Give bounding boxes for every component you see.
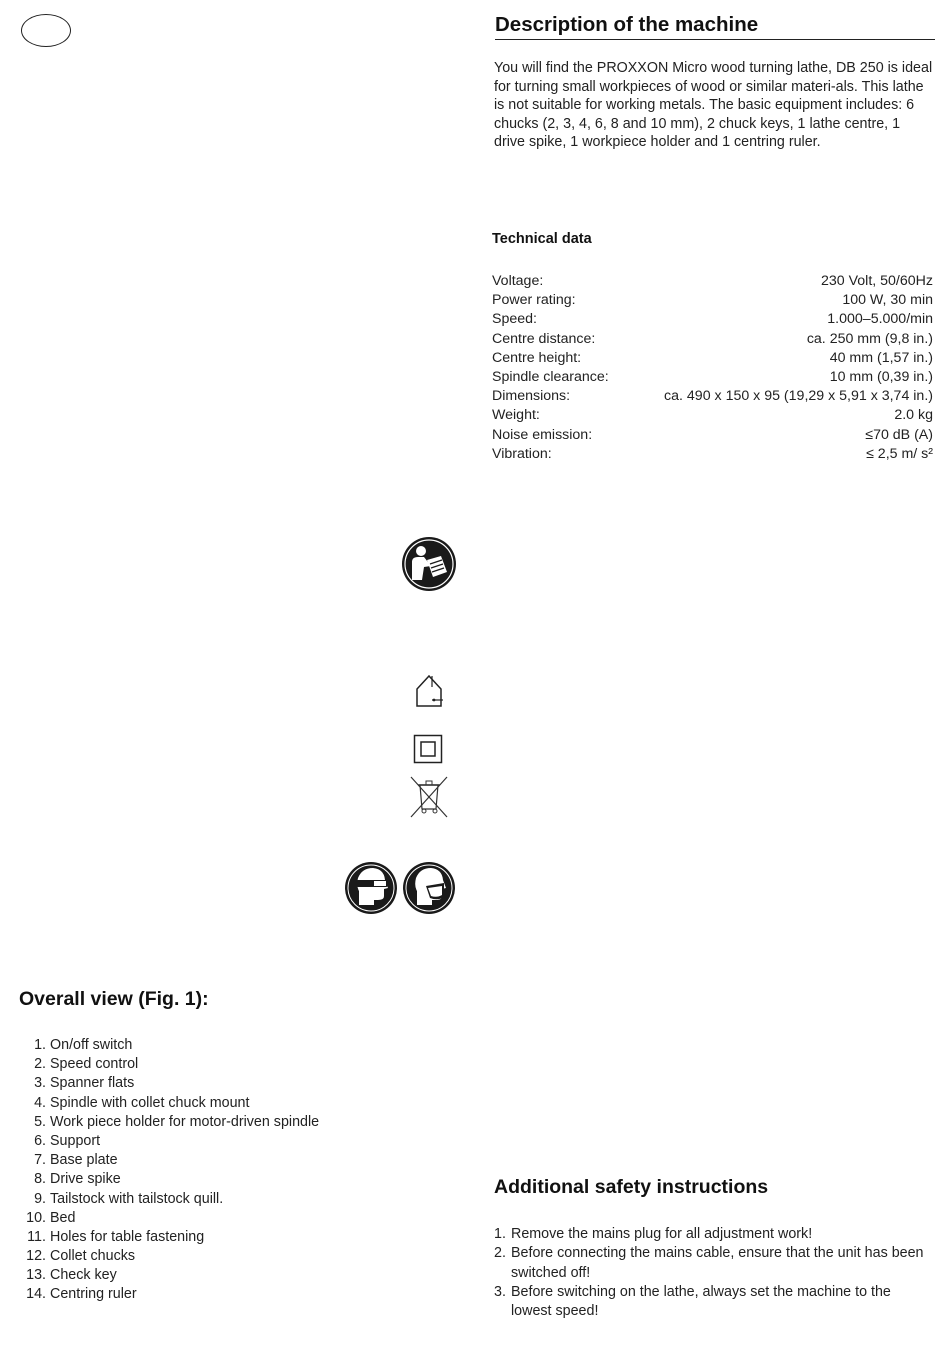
spec-label: Centre distance:: [492, 330, 596, 347]
item-number: 1.: [494, 1226, 506, 1242]
overview-item: [18, 1247, 358, 1266]
item-number: 3.: [494, 1283, 506, 1300]
overview-item: [18, 1055, 358, 1074]
spec-value: 2.0 kg: [894, 407, 933, 424]
overview-title: Overall view (Fig. 1):: [19, 988, 209, 1010]
spec-value: ca. 250 mm (9,8 in.): [806, 330, 933, 347]
item-text: Bed: [50, 1209, 76, 1226]
spec-value: 1.000–5.000/min: [827, 311, 933, 328]
spec-value: ca. 490 x 150 x 95 (19,29 x 5,91 x 3,74 in.): [664, 388, 933, 405]
item-number: 9.: [34, 1190, 46, 1207]
item-text: Support: [50, 1132, 101, 1149]
item-number: 6.: [34, 1132, 46, 1149]
spec-label: Spindle clearance:: [492, 368, 609, 385]
item-text: Spindle with collet chuck mount: [50, 1094, 250, 1111]
spec-row: [492, 272, 933, 291]
item-number: 2.: [34, 1056, 46, 1073]
overview-item: [18, 1151, 358, 1170]
safety-title: Additional safety instructions: [494, 1176, 769, 1198]
overview-item: [18, 1132, 358, 1151]
item-text: Work piece holder for motor-driven spindle: [50, 1113, 320, 1130]
item-number: 3.: [34, 1075, 46, 1092]
item-text: Centring ruler: [50, 1286, 137, 1303]
spec-row: [492, 349, 933, 368]
spec-label: Dimensions:: [492, 388, 571, 405]
wear-mask-icon: [402, 861, 456, 915]
overview-item: [18, 1228, 358, 1247]
overview-item: [18, 1074, 358, 1093]
technical-data-table: [492, 272, 933, 464]
spec-label: Voltage:: [492, 273, 544, 289]
overview-item: [18, 1036, 358, 1055]
indoor-use-icon: [414, 673, 444, 709]
spec-value: 40 mm (1,57 in.): [829, 349, 933, 366]
description-title: Description of the machine: [495, 13, 935, 40]
item-text: Drive spike: [50, 1171, 121, 1188]
spec-value: ≤70 dB (A): [865, 426, 933, 443]
overview-item: [18, 1190, 358, 1209]
spec-label: Speed:: [492, 311, 537, 328]
spec-row: [492, 310, 933, 329]
overview-item: [18, 1170, 358, 1189]
item-number: 11.: [27, 1228, 46, 1245]
item-text: On/off switch: [50, 1037, 133, 1053]
spec-value: ≤ 2,5 m/ s²: [866, 445, 933, 462]
spec-value: 10 mm (0,39 in.): [829, 368, 933, 385]
item-number: 5.: [34, 1113, 46, 1130]
spec-row: [492, 291, 933, 310]
item-text: Speed control: [50, 1056, 139, 1073]
item-text: Check key: [50, 1267, 117, 1284]
item-text: Remove the mains plug for all adjustment work!: [511, 1226, 813, 1242]
item-text: Base plate: [50, 1152, 118, 1169]
safety-list: [494, 1225, 934, 1321]
item-number: 8.: [34, 1171, 46, 1188]
item-text: Before switching on the lathe, always set the machine to the lowest speed!: [511, 1283, 891, 1320]
item-number: 7.: [34, 1152, 46, 1169]
item-text: Collet chucks: [50, 1248, 136, 1265]
technical-data-title: Technical data: [492, 231, 592, 247]
spec-value: 230 Volt, 50/60Hz: [820, 273, 933, 289]
safety-item: [494, 1225, 934, 1244]
safety-item: [494, 1283, 934, 1322]
item-number: 14.: [26, 1286, 46, 1303]
overview-item: [18, 1266, 358, 1285]
overview-item: [18, 1094, 358, 1113]
item-number: 13.: [26, 1267, 46, 1284]
overview-list: [18, 1036, 358, 1305]
overview-item: [18, 1113, 358, 1132]
item-text: Holes for table fastening: [50, 1228, 205, 1245]
item-text: Tailstock with tailstock quill.: [50, 1190, 224, 1207]
item-number: 4.: [34, 1094, 46, 1111]
item-text: Spanner flats: [50, 1075, 135, 1092]
overview-item: [18, 1285, 358, 1304]
weee-bin-icon: [409, 775, 449, 819]
spec-value: 100 W, 30 min: [842, 292, 933, 309]
spec-row: [492, 406, 933, 425]
protection-class-ii-icon: [413, 734, 443, 764]
item-number: 12.: [26, 1248, 46, 1265]
spec-row: [492, 330, 933, 349]
spec-label: Noise emission:: [492, 426, 593, 443]
item-number: 10.: [26, 1209, 46, 1226]
overview-item: [18, 1209, 358, 1228]
item-text: Before connecting the mains cable, ensure that the unit has been switched off!: [511, 1245, 924, 1281]
item-number: 1.: [34, 1037, 46, 1053]
language-marker: [21, 14, 71, 47]
spec-row: [492, 387, 933, 406]
spec-row: [492, 426, 933, 445]
spec-row: [492, 445, 933, 464]
description-intro: You will find the PROXXON Micro wood turning lathe, DB 250 is ideal for turning small workpieces of wood or similar materi-als. This lathe is not suitable for working metals. The basic equipment includes: 6 chucks (2, 3, 4, 6, 8 and 10 mm), 2 chuck keys, 1 lathe centre, 1 drive spike, 1 workpiece holder and 1 centring ruler.: [494, 60, 933, 151]
spec-label: Weight:: [492, 407, 540, 424]
spec-label: Centre height:: [492, 349, 582, 366]
spec-row: [492, 368, 933, 387]
item-number: 2.: [494, 1245, 506, 1262]
safety-item: [494, 1244, 934, 1283]
wear-goggles-icon: [344, 861, 398, 915]
read-manual-icon: [401, 536, 457, 592]
spec-label: Vibration:: [492, 445, 552, 462]
spec-label: Power rating:: [492, 292, 576, 309]
